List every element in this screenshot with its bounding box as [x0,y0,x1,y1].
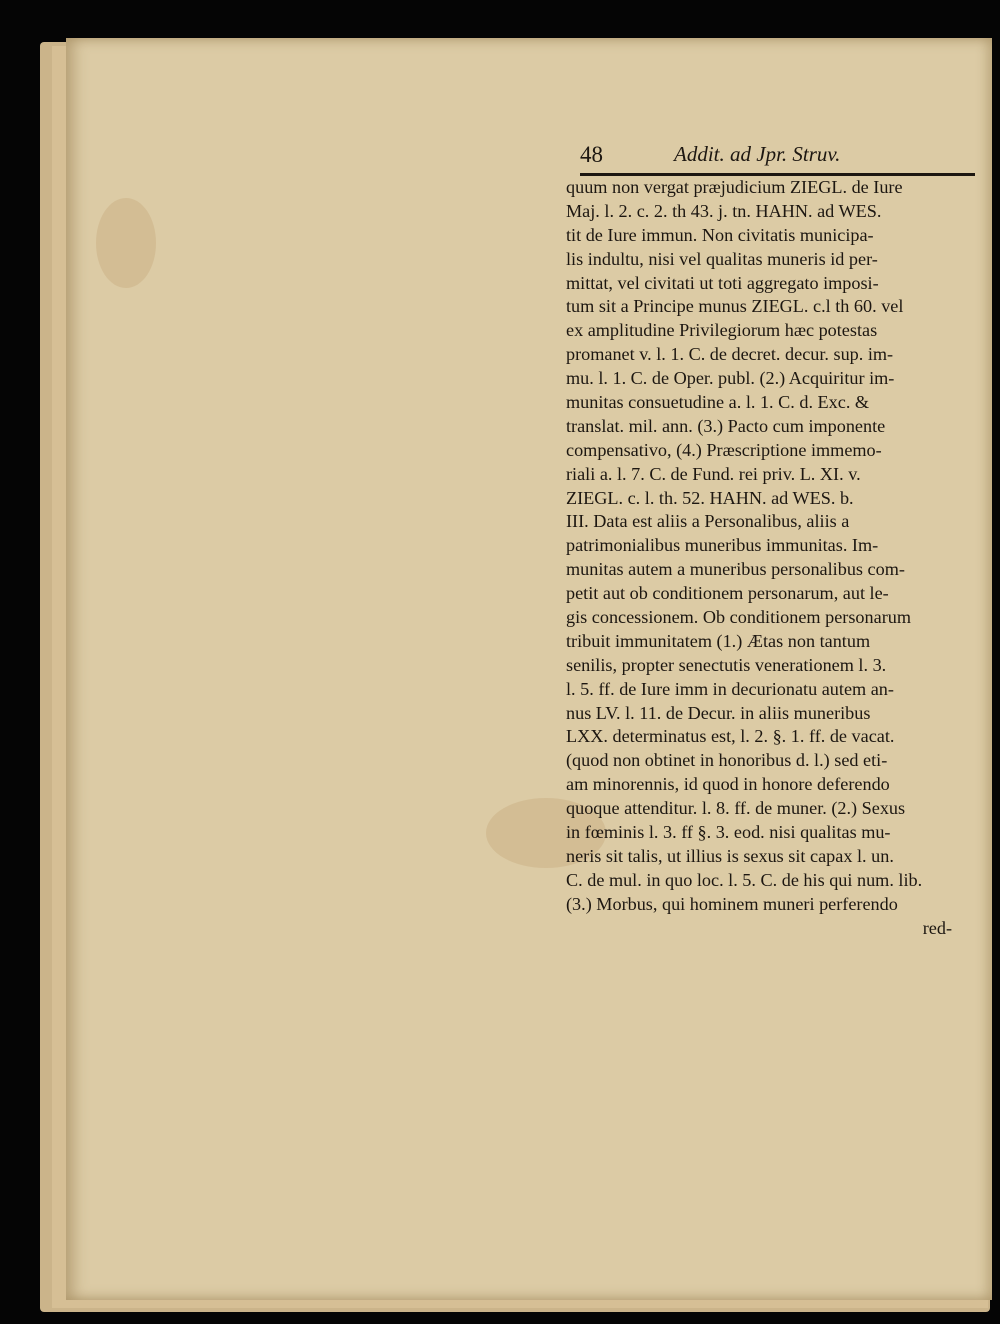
text-line: promanet v. l. 1. C. de decret. decur. sup. im- [566,344,894,365]
text-line: petit aut ob conditionem personarum, aut le- [566,583,889,604]
text-line: LXX. determinatus est, l. 2. §. 1. ff. de vacat. [566,726,895,747]
page-header [580,140,975,174]
text-line: mu. l. 1. C. de Oper. publ. (2.) Acquiritur im- [566,368,895,389]
text-line: ZIEGL. c. l. th. 52. HAHN. ad WES. b. [566,487,854,508]
text-line: Maj. l. 2. c. 2. th 43. j. tn. HAHN. ad WES. [566,200,882,221]
text-line: l. 5. ff. de Iure imm in decurionatu autem an- [566,678,894,699]
text-line: ex amplitudine Privilegiorum hæc potestas [566,320,878,341]
text-line: quum non vergat præjudicium ZIEGL. de Iure [566,177,903,197]
text-line: compensativo, (4.) Præscriptione immemo- [566,439,882,460]
text-line: in fœminis l. 3. ff §. 3. eod. nisi qualitas mu- [566,822,891,843]
text-line: quoque attenditur. l. 8. ff. de muner. (2.) Sexus [566,798,906,819]
text-line: patrimonialibus muneribus immunitas. Im- [566,535,879,556]
text-line: tit de Iure immun. Non civitatis municipa- [566,224,874,245]
text-line: am minorennis, id quod in honore deferendo [566,774,890,795]
text-line: gis concessionem. Ob conditionem personarum [566,607,911,628]
text-line: tribuit immunitatem (1.) Ætas non tantum [566,630,871,651]
body-text [566,176,976,941]
text-line: munitas consuetudine a. l. 1. C. d. Exc. & [566,392,870,413]
catchword: red- [922,917,952,938]
text-line: C. de mul. in quo loc. l. 5. C. de his qui num. lib. [566,869,923,890]
text-line: (3.) Morbus, qui hominem muneri perferendo [566,893,898,914]
text-line: senilis, propter senectutis venerationem l. 3. [566,654,887,675]
text-line: nus LV. l. 11. de Decur. in aliis muneribus [566,702,871,723]
text-line: (quod non obtinet in honoribus d. l.) sed eti- [566,750,888,771]
text-line: mittat, vel civitati ut toti aggregato imposi- [566,272,879,293]
paper-stain [96,198,156,288]
text-line: neris sit talis, ut illius is sexus sit capax l. un. [566,845,894,866]
text-line: riali a. l. 7. C. de Fund. rei priv. L. XI. v. [566,463,861,484]
text-line: munitas autem a muneribus personalibus com- [566,559,905,580]
page-number: 48 [580,142,603,167]
text-line: translat. mil. ann. (3.) Pacto cum imponente [566,415,886,436]
text-line: lis indultu, nisi vel qualitas muneris id per- [566,248,878,269]
text-line: III. Data est aliis a Personalibus, aliis a [566,511,850,532]
running-title: Addit. ad Jpr. Struv. [674,142,841,166]
text-line: tum sit a Principe munus ZIEGL. c.l th 60. vel [566,296,904,317]
